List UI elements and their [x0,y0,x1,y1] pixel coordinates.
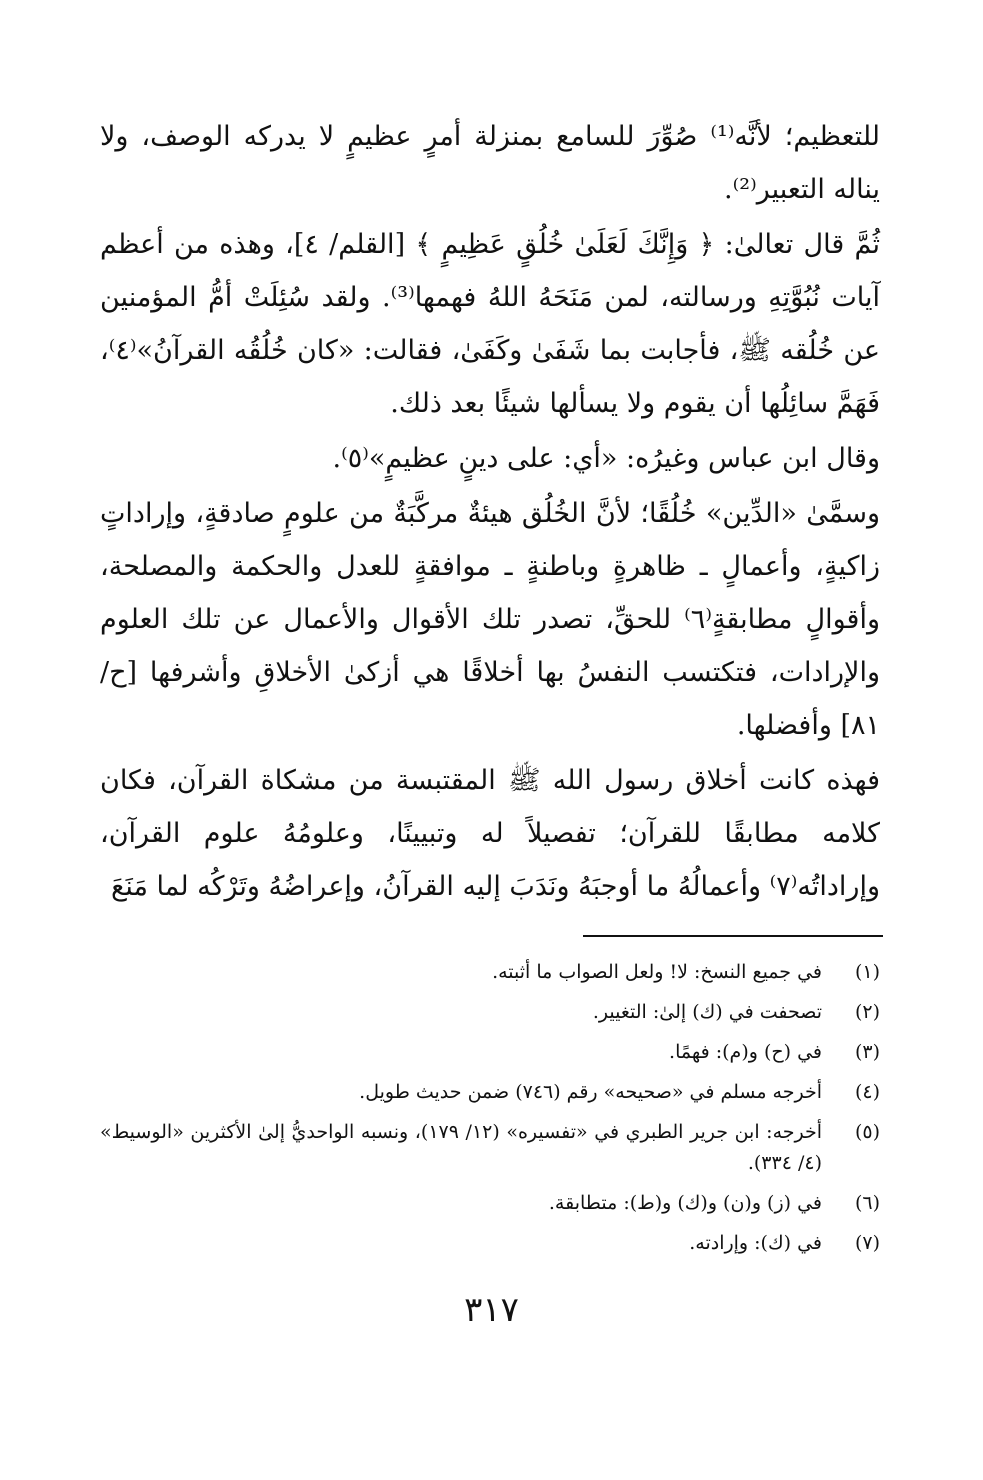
footnote-number: (٧) [854,1232,880,1254]
footnote-text: تصحفت في (ك) إلىٰ: التغيير. [592,1001,822,1023]
footnote-number: (١) [854,961,880,983]
footnote-text: أخرجه: ابن جرير الطبري في «تفسيره» (١٢/ ١٧٩)، ونسبه الواحديُّ إلىٰ الأكثرين «الوسيط» (٤/ ٣٣٤). [100,1121,823,1174]
footnote [100,1188,880,1219]
footnotes [100,957,880,1268]
main-text [100,110,880,913]
paragraph: فهذه كانت أخلاق رسول الله ﷺ المقتبسة من مشكاة القرآن، فكان كلامه مطابقًا للقرآن؛ تفصيلاً له وتبيينًا، وعلومُهُ علوم القرآن، وإراداتُه⁽٧⁾ وأعمالُهُ ما أوجبَهُ ونَدَبَ إليه القرآنُ، وإعراضُهُ وتَرْكُه لما مَنَعَ [100,765,880,902]
footnote-text: أخرجه مسلم في «صحيحه» رقم (٧٤٦) ضمن حديث طويل. [359,1081,822,1103]
footnote-divider [583,935,883,937]
footnote [100,1037,880,1068]
footnote-text: في جميع النسخ: لا! ولعل الصواب ما أثبته. [492,961,822,983]
paragraph: وقال ابن عباس وغيرُه: «أي: على دينٍ عظيمٍ»⁽٥⁾. [332,443,880,474]
footnote-text: في (ك): وإرادته. [689,1232,822,1254]
footnote [100,1228,880,1259]
paragraph: للتعظيم؛ لأنَّه⁽¹⁾ صُوِّرَ للسامع بمنزلة أمرٍ عظيمٍ لا يدركه الوصف، ولا يناله التعبير⁽²⁾. [100,121,880,205]
paragraph: ثُمَّ قال تعالىٰ: ﴿ وَإِنَّكَ لَعَلَىٰ خُلُقٍ عَظِيمٍ ﴾ [القلم/ ٤]، وهذه من أعظم آيات نُبُوَّتِهِ ورسالته، لمن مَنَحَهُ اللهُ فهمها⁽³⁾. ولقد سُئِلَتْ أمُّ المؤمنين عن خُلُقه ﷺ، فأجابت بما شَفَىٰ وكَفَىٰ، فقالت: «كان خُلُقُه القرآنُ»⁽٤⁾، فَهَمَّ سائِلُها أن يقوم ولا يسألها شيئًا بعد ذلك. [100,229,880,419]
footnote-number: (٣) [854,1041,880,1063]
footnote-number: (٥) [854,1121,880,1143]
footnote-text: في (ح) و(م): فهمًا. [669,1041,822,1063]
footnote [100,1077,880,1108]
footnote-number: (٦) [854,1192,880,1214]
footnote [100,1117,880,1179]
footnote-number: (٢) [854,1001,880,1023]
footnote-number: (٤) [854,1081,880,1103]
page-number: ٣١٧ [464,1290,519,1330]
footnote [100,997,880,1028]
footnote-text: في (ز) و(ن) و(ك) و(ط): متطابقة. [548,1192,822,1214]
footnote [100,957,880,988]
paragraph: وسمَّىٰ «الدِّين» خُلُقًا؛ لأنَّ الخُلُق هيئةٌ مركَّبَةٌ من علومٍ صادقةٍ، وإراداتٍ زاكيةٍ، وأعمالٍ ـ ظاهرةٍ وباطنةٍ ـ موافقةٍ للعدل والحكمة والمصلحة، وأقوالٍ مطابقةٍ⁽٦⁾ للحقِّ، تصدر تلك الأقوال والأعمال عن تلك العلوم والإرادات، فتكتسب النفسُ بها أخلاقًا هي أزكىٰ الأخلاقِ وأشرفها [ح/ ٨١] وأفضلها. [100,498,880,741]
